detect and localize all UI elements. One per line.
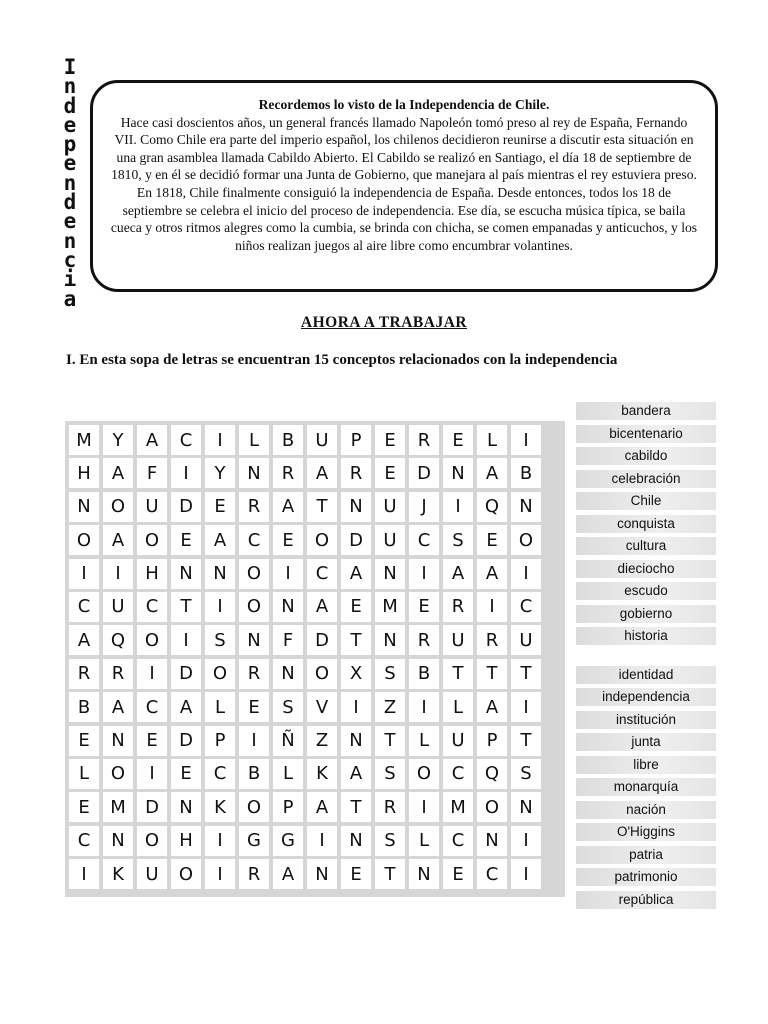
side-title-letter: e <box>63 209 77 234</box>
word-list-item: libre <box>576 756 716 774</box>
grid-cell[interactable]: I <box>511 859 541 889</box>
grid-cell[interactable]: N <box>375 625 405 655</box>
grid-cell[interactable]: S <box>205 625 235 655</box>
grid-cell[interactable]: P <box>477 726 507 756</box>
grid-cell[interactable]: L <box>205 692 235 722</box>
grid-cell[interactable]: L <box>409 726 439 756</box>
grid-cell[interactable]: R <box>375 792 405 822</box>
grid-cell[interactable]: R <box>477 625 507 655</box>
grid-cell[interactable]: A <box>103 458 133 488</box>
side-title-letter: i <box>63 267 77 292</box>
word-list-item: O'Higgins <box>576 823 716 841</box>
grid-cell[interactable]: O <box>307 525 337 555</box>
grid-cell[interactable]: E <box>171 525 201 555</box>
side-title-letter: n <box>63 228 77 253</box>
grid-cell[interactable]: E <box>341 859 371 889</box>
grid-cell[interactable]: K <box>307 759 337 789</box>
side-title-letter: c <box>63 247 77 272</box>
section-title: AHORA A TRABAJAR <box>300 314 468 331</box>
grid-cell[interactable]: A <box>307 592 337 622</box>
grid-cell[interactable]: N <box>239 625 269 655</box>
grid-cell[interactable]: C <box>69 592 99 622</box>
grid-cell[interactable]: R <box>341 458 371 488</box>
grid-cell[interactable]: G <box>273 826 303 856</box>
grid-cell[interactable]: E <box>205 492 235 522</box>
word-list-item: institución <box>576 711 716 729</box>
grid-cell[interactable]: N <box>273 659 303 689</box>
grid-cell[interactable]: D <box>171 492 201 522</box>
grid-cell[interactable]: O <box>307 659 337 689</box>
word-list-item: historia <box>576 627 716 645</box>
word-list-gap <box>576 650 716 666</box>
grid-cell[interactable]: I <box>511 826 541 856</box>
grid-cell[interactable]: D <box>171 726 201 756</box>
grid-cell[interactable]: K <box>205 792 235 822</box>
grid-cell[interactable]: F <box>137 458 167 488</box>
grid-cell[interactable]: I <box>511 425 541 455</box>
side-title-letter: n <box>63 74 77 99</box>
grid-cell[interactable]: B <box>511 458 541 488</box>
grid-cell[interactable]: I <box>69 859 99 889</box>
grid-cell[interactable]: A <box>137 425 167 455</box>
word-list-item: junta <box>576 733 716 751</box>
grid-cell[interactable]: A <box>273 859 303 889</box>
grid-cell[interactable]: R <box>69 659 99 689</box>
word-list-item: bicentenario <box>576 425 716 443</box>
grid-cell[interactable]: B <box>273 425 303 455</box>
grid-cell[interactable]: E <box>171 759 201 789</box>
grid-cell[interactable]: A <box>307 458 337 488</box>
word-list-item: gobierno <box>576 605 716 623</box>
grid-cell[interactable]: T <box>171 592 201 622</box>
grid-cell[interactable]: C <box>443 759 473 789</box>
grid-cell[interactable]: I <box>307 826 337 856</box>
grid-cell[interactable]: Ñ <box>273 726 303 756</box>
word-list-item: independencia <box>576 688 716 706</box>
grid-cell[interactable]: D <box>171 659 201 689</box>
grid-cell[interactable]: I <box>477 592 507 622</box>
grid-cell[interactable]: O <box>239 559 269 589</box>
grid-cell[interactable]: R <box>239 659 269 689</box>
grid-cell[interactable]: O <box>103 759 133 789</box>
grid-cell[interactable]: E <box>409 592 439 622</box>
word-search-grid <box>65 421 565 897</box>
grid-cell[interactable]: I <box>103 559 133 589</box>
grid-cell[interactable]: I <box>409 692 439 722</box>
reading-box <box>90 80 718 292</box>
grid-cell[interactable]: N <box>103 826 133 856</box>
grid-cell[interactable]: T <box>375 726 405 756</box>
grid-cell[interactable]: T <box>511 659 541 689</box>
grid-cell[interactable]: A <box>171 692 201 722</box>
grid-cell[interactable]: Y <box>205 458 235 488</box>
grid-cell[interactable]: C <box>171 425 201 455</box>
grid-cell[interactable]: A <box>69 625 99 655</box>
grid-cell[interactable]: B <box>409 659 439 689</box>
grid-cell[interactable]: I <box>409 792 439 822</box>
grid-cell[interactable]: X <box>341 659 371 689</box>
grid-cell[interactable]: O <box>239 592 269 622</box>
grid-cell[interactable]: T <box>477 659 507 689</box>
grid-cell[interactable]: S <box>511 759 541 789</box>
grid-cell[interactable]: I <box>239 726 269 756</box>
word-list-item: cultura <box>576 537 716 555</box>
instruction-text: I. En esta sopa de letras se encuentran 15 conceptos relacionados con la independencia <box>66 352 618 368</box>
grid-cell[interactable]: S <box>273 692 303 722</box>
grid-cell[interactable]: T <box>307 492 337 522</box>
grid-cell[interactable]: D <box>307 625 337 655</box>
grid-cell[interactable]: A <box>307 792 337 822</box>
grid-cell[interactable]: Z <box>307 726 337 756</box>
grid-cell[interactable]: I <box>171 625 201 655</box>
grid-cell[interactable]: M <box>103 792 133 822</box>
grid-cell[interactable]: A <box>205 525 235 555</box>
grid-cell[interactable]: A <box>443 559 473 589</box>
grid-cell[interactable]: L <box>69 759 99 789</box>
grid-cell[interactable]: U <box>511 625 541 655</box>
grid-cell[interactable]: A <box>477 692 507 722</box>
word-list-item: dieciocho <box>576 560 716 578</box>
grid-cell[interactable]: I <box>69 559 99 589</box>
grid-cell[interactable]: S <box>375 659 405 689</box>
grid-cell[interactable]: I <box>205 425 235 455</box>
grid-cell[interactable]: L <box>409 826 439 856</box>
grid-cell[interactable]: P <box>341 425 371 455</box>
grid-cell[interactable]: H <box>171 826 201 856</box>
grid-cell[interactable]: A <box>477 458 507 488</box>
grid-cell[interactable]: C <box>69 826 99 856</box>
grid-cell[interactable]: N <box>239 458 269 488</box>
grid-cell[interactable]: R <box>409 425 439 455</box>
grid-cell[interactable]: P <box>205 726 235 756</box>
word-list-item: patria <box>576 846 716 864</box>
word-list-item: patrimonio <box>576 868 716 886</box>
grid-cell[interactable]: N <box>511 792 541 822</box>
grid-cell[interactable]: O <box>205 659 235 689</box>
grid-cell[interactable]: N <box>273 592 303 622</box>
reading-paragraph-2: En 1818, Chile finalmente consiguió la independencia de España. Desde entonces, todos los 18 de septiembre se celebra el inicio del proceso de independencia. Ese día, se escucha música típica, se baila cueca y otros ritmos alegres como la cumbia, se brinda con chicha, se comen empanadas y anticuchos, y los niños realizan juegos al aire libre como encumbrar volantines. <box>110 184 698 253</box>
grid-cell[interactable]: N <box>69 492 99 522</box>
grid-cell[interactable]: I <box>409 559 439 589</box>
grid-cell[interactable]: I <box>205 826 235 856</box>
grid-cell[interactable]: L <box>239 425 269 455</box>
grid-cell[interactable]: R <box>273 458 303 488</box>
grid-cell[interactable]: E <box>443 859 473 889</box>
grid-cell[interactable]: O <box>137 525 167 555</box>
grid-cell[interactable]: O <box>477 792 507 822</box>
vertical-title <box>58 55 82 311</box>
word-list-item: cabildo <box>576 447 716 465</box>
grid-cell[interactable]: C <box>137 692 167 722</box>
side-title-letter: I <box>63 55 77 79</box>
grid-cell[interactable]: M <box>69 425 99 455</box>
grid-cell[interactable]: C <box>239 525 269 555</box>
word-list-item: escudo <box>576 582 716 600</box>
grid-cell[interactable]: N <box>341 826 371 856</box>
grid-cell[interactable]: E <box>477 525 507 555</box>
grid-cell[interactable]: R <box>103 659 133 689</box>
grid-cell[interactable]: T <box>375 859 405 889</box>
grid-cell[interactable]: E <box>443 425 473 455</box>
grid-cell[interactable]: U <box>307 425 337 455</box>
grid-cell[interactable]: U <box>375 525 405 555</box>
side-title-letter: e <box>63 151 77 176</box>
word-list-item: Chile <box>576 492 716 510</box>
grid-cell[interactable]: D <box>137 792 167 822</box>
grid-cell[interactable]: O <box>69 525 99 555</box>
grid-cell[interactable]: Z <box>375 692 405 722</box>
reading-title: Recordemos lo visto de la Independencia de Chile. <box>258 97 550 112</box>
grid-cell[interactable]: E <box>375 458 405 488</box>
reading-paragraph-1: Hace casi doscientos años, un general francés llamado Napoleón tomó preso al rey de España, Fernando VII. Como Chile era parte del imperio español, los chilenos decidieron reunirse a discutir esta situación en una gran asamblea llamada Cabildo Abierto. El Cabildo se realizó en Santiago, el día 18 de septiembre de 1810, y en él se decidió formar una Junta de Gobierno, que manejara al país mientras el rey estuviera preso. <box>111 114 697 183</box>
grid-cell[interactable]: O <box>137 625 167 655</box>
grid-cell[interactable]: U <box>137 859 167 889</box>
grid-cell[interactable]: G <box>239 826 269 856</box>
grid-cell[interactable]: C <box>409 525 439 555</box>
grid-cell[interactable]: O <box>103 492 133 522</box>
side-title-letter: a <box>63 286 77 311</box>
grid-cell[interactable]: E <box>273 525 303 555</box>
grid-cell[interactable]: N <box>103 726 133 756</box>
grid-cell[interactable]: U <box>137 492 167 522</box>
grid-cell[interactable]: S <box>375 826 405 856</box>
grid-cell[interactable]: E <box>375 425 405 455</box>
grid-cell[interactable]: P <box>273 792 303 822</box>
grid-cell[interactable]: S <box>375 759 405 789</box>
word-list-item: conquista <box>576 515 716 533</box>
grid-cell[interactable]: Y <box>103 425 133 455</box>
grid-cell[interactable]: U <box>103 592 133 622</box>
grid-cell[interactable]: C <box>137 592 167 622</box>
grid-cell[interactable]: A <box>341 559 371 589</box>
side-title-letter: e <box>63 112 77 137</box>
grid-cell[interactable]: E <box>341 592 371 622</box>
grid-cell[interactable]: N <box>375 559 405 589</box>
grid-cell[interactable]: V <box>307 692 337 722</box>
grid-cell[interactable]: C <box>307 559 337 589</box>
grid-cell[interactable]: I <box>511 692 541 722</box>
grid-cell[interactable]: N <box>341 492 371 522</box>
grid-cell[interactable]: N <box>477 826 507 856</box>
grid-cell[interactable]: I <box>137 759 167 789</box>
grid-cell[interactable]: I <box>273 559 303 589</box>
grid-cell[interactable]: R <box>239 492 269 522</box>
grid-cell[interactable]: A <box>103 692 133 722</box>
grid-cell[interactable]: I <box>443 492 473 522</box>
grid-cell[interactable]: D <box>409 458 439 488</box>
grid-cell[interactable]: R <box>239 859 269 889</box>
side-title-letter: p <box>63 132 77 157</box>
grid-cell[interactable]: T <box>511 726 541 756</box>
grid-cell[interactable]: A <box>103 525 133 555</box>
grid-cell[interactable]: O <box>171 859 201 889</box>
grid-cell[interactable]: M <box>375 592 405 622</box>
grid-cell[interactable]: B <box>69 692 99 722</box>
grid-cell[interactable]: N <box>443 458 473 488</box>
grid-cell[interactable]: U <box>375 492 405 522</box>
grid-cell[interactable]: H <box>69 458 99 488</box>
word-list-item: celebración <box>576 470 716 488</box>
grid-cell[interactable]: A <box>273 492 303 522</box>
grid-cell[interactable]: L <box>477 425 507 455</box>
grid-cell[interactable]: O <box>511 525 541 555</box>
grid-cell[interactable]: Q <box>477 759 507 789</box>
grid-cell[interactable]: N <box>409 859 439 889</box>
grid-cell[interactable]: T <box>443 659 473 689</box>
grid-cell[interactable]: A <box>477 559 507 589</box>
grid-cell[interactable]: N <box>205 559 235 589</box>
grid-cell[interactable]: C <box>477 859 507 889</box>
grid-cell[interactable]: T <box>341 625 371 655</box>
word-list-item: nación <box>576 801 716 819</box>
side-title-letter: n <box>63 170 77 195</box>
grid-cell[interactable]: Q <box>103 625 133 655</box>
grid-cell[interactable]: C <box>205 759 235 789</box>
word-list-item: monarquía <box>576 778 716 796</box>
grid-cell[interactable]: O <box>239 792 269 822</box>
grid-cell[interactable]: C <box>511 592 541 622</box>
grid-cell[interactable]: I <box>205 592 235 622</box>
grid-cell[interactable]: N <box>171 559 201 589</box>
grid-cell[interactable]: E <box>69 726 99 756</box>
grid-cell[interactable]: Q <box>477 492 507 522</box>
grid-cell[interactable]: I <box>171 458 201 488</box>
grid-cell[interactable]: E <box>239 692 269 722</box>
grid-cell[interactable]: I <box>137 659 167 689</box>
grid-cell[interactable]: R <box>443 592 473 622</box>
word-list-item: identidad <box>576 666 716 684</box>
grid-cell[interactable]: N <box>341 726 371 756</box>
grid-cell[interactable]: T <box>341 792 371 822</box>
word-list-item: bandera <box>576 402 716 420</box>
grid-cell[interactable]: N <box>307 859 337 889</box>
grid-cell[interactable]: L <box>273 759 303 789</box>
grid-cell[interactable]: A <box>341 759 371 789</box>
grid-cell[interactable]: K <box>103 859 133 889</box>
word-list <box>576 402 716 913</box>
grid-cell[interactable]: O <box>409 759 439 789</box>
grid-cell[interactable]: R <box>409 625 439 655</box>
grid-cell[interactable]: U <box>443 726 473 756</box>
grid-cell[interactable]: O <box>137 826 167 856</box>
grid-cell[interactable]: M <box>443 792 473 822</box>
side-title-letter: d <box>63 190 77 215</box>
side-title-letter: d <box>63 93 77 118</box>
grid-cell[interactable]: I <box>205 859 235 889</box>
word-list-item: república <box>576 891 716 909</box>
grid-cell[interactable]: E <box>69 792 99 822</box>
grid-cell[interactable]: N <box>171 792 201 822</box>
grid-cell[interactable]: S <box>443 525 473 555</box>
grid-cell[interactable]: J <box>409 492 439 522</box>
grid-cell[interactable]: D <box>341 525 371 555</box>
grid-cell[interactable]: F <box>273 625 303 655</box>
grid-cell[interactable]: N <box>511 492 541 522</box>
grid-cell[interactable]: I <box>341 692 371 722</box>
grid-cell[interactable]: C <box>443 826 473 856</box>
grid-cell[interactable]: H <box>137 559 167 589</box>
grid-cell[interactable]: E <box>137 726 167 756</box>
grid-cell[interactable]: L <box>443 692 473 722</box>
grid-cell[interactable]: U <box>443 625 473 655</box>
grid-cell[interactable]: I <box>511 559 541 589</box>
grid-cell[interactable]: B <box>239 759 269 789</box>
